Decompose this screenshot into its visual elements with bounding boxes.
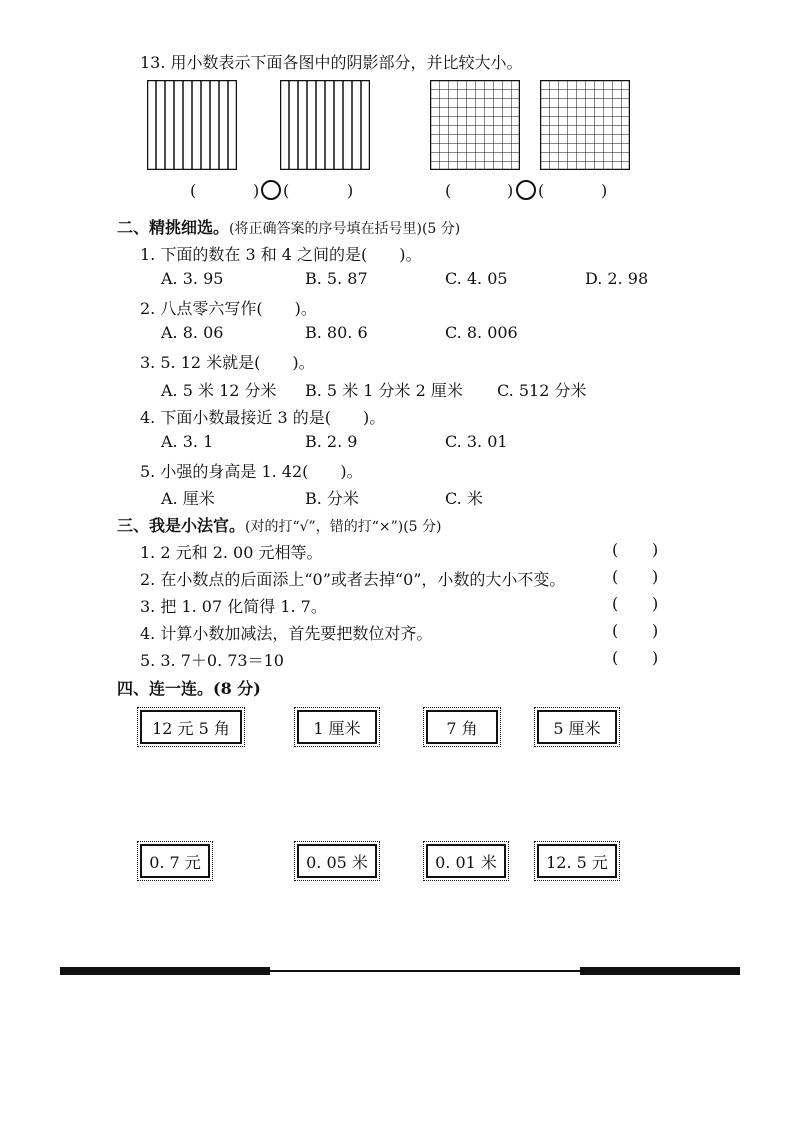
footer-rule-middle	[270, 970, 580, 972]
paren-right: )	[652, 567, 659, 586]
mc-option[interactable]: B. 5. 87	[305, 269, 368, 288]
mc-option[interactable]: A. 8. 06	[161, 323, 224, 342]
compare-circle[interactable]	[261, 180, 281, 200]
mc-question-2: 2. 八点零六写作( )。	[140, 299, 317, 318]
match-card-top[interactable]: 5 厘米	[537, 710, 617, 744]
mc-option[interactable]: B. 80. 6	[305, 323, 368, 342]
match-card-top[interactable]: 12 元 5 角	[140, 710, 242, 744]
section-2-heading	[117, 215, 460, 238]
section-4-heading: 四、连一连。(8 分)	[117, 679, 261, 698]
paren-right: )	[652, 621, 659, 640]
mc-option[interactable]: C. 8. 006	[445, 323, 518, 342]
mc-option[interactable]: C. 512 分米	[497, 381, 587, 400]
answer-paren-right: )	[601, 181, 608, 200]
section-3-title: 三、我是小法官。	[117, 516, 246, 535]
tf-answer-blank[interactable]	[612, 540, 692, 559]
strip-figure-1	[147, 80, 237, 170]
paren-left: (	[612, 621, 619, 640]
mc-option[interactable]: A. 3. 1	[161, 432, 214, 451]
mc-question-3: 3. 5. 12 米就是( )。	[140, 353, 315, 372]
answer-paren-left: (	[190, 181, 197, 200]
section-3-note: (对的打“√”，错的打“×”)(5 分)	[245, 519, 442, 535]
match-card-top[interactable]: 7 角	[426, 710, 498, 744]
paren-right: )	[652, 540, 659, 559]
paren-right: )	[652, 648, 659, 667]
compare-circle[interactable]	[516, 180, 536, 200]
answer-paren-left: (	[538, 181, 545, 200]
grid-figure-4	[540, 80, 630, 170]
mc-option[interactable]: C. 4. 05	[445, 269, 508, 288]
mc-question-1: 1. 下面的数在 3 和 4 之间的是( )。	[140, 245, 422, 264]
mc-question-5: 5. 小强的身高是 1. 42( )。	[140, 462, 363, 481]
paren-left: (	[612, 540, 619, 559]
mc-question-4: 4. 下面小数最接近 3 的是( )。	[140, 408, 386, 427]
answer-paren-left: (	[445, 181, 452, 200]
tf-answer-blank[interactable]	[612, 648, 692, 667]
tf-answer-blank[interactable]	[612, 594, 692, 613]
paren-left: (	[612, 567, 619, 586]
tf-answer-blank[interactable]	[612, 621, 692, 640]
paren-right: )	[652, 594, 659, 613]
tf-statement-5: 5. 3. 7＋0. 73＝10	[140, 651, 284, 670]
mc-option[interactable]: D. 2. 98	[585, 269, 649, 288]
section-2-title: 二、精挑细选。	[117, 218, 230, 237]
footer-rule-right	[580, 967, 740, 975]
strip-figure-2	[280, 80, 370, 170]
tf-statement-3: 3. 把 1. 07 化简得 1. 7。	[140, 597, 327, 616]
match-card-bottom[interactable]: 0. 05 米	[297, 844, 377, 878]
mc-option[interactable]: B. 2. 9	[305, 432, 358, 451]
answer-paren-right: )	[347, 181, 354, 200]
section-3-heading	[117, 513, 442, 536]
match-card-bottom[interactable]: 0. 01 米	[426, 844, 506, 878]
tf-answer-blank[interactable]	[612, 567, 692, 586]
section-2-note: (将正确答案的序号填在括号里)(5 分)	[229, 221, 461, 237]
paren-left: (	[612, 648, 619, 667]
mc-option[interactable]: A. 3. 95	[161, 269, 224, 288]
mc-option[interactable]: C. 3. 01	[445, 432, 508, 451]
match-card-bottom[interactable]: 0. 7 元	[140, 844, 210, 878]
mc-option[interactable]: A. 厘米	[161, 489, 215, 508]
answer-paren-right: )	[253, 181, 260, 200]
tf-statement-4: 4. 计算小数加减法，首先要把数位对齐。	[140, 624, 433, 643]
mc-option[interactable]: C. 米	[445, 489, 483, 508]
match-card-top[interactable]: 1 厘米	[297, 710, 377, 744]
tf-statement-1: 1. 2 元和 2. 00 元相等。	[140, 543, 323, 562]
mc-option[interactable]: B. 5 米 1 分米 2 厘米	[305, 381, 463, 400]
paren-left: (	[612, 594, 619, 613]
mc-option[interactable]: B. 分米	[305, 489, 359, 508]
tf-statement-2: 2. 在小数点的后面添上“0”或者去掉“0”，小数的大小不变。	[140, 570, 566, 589]
question-13-text: 13. 用小数表示下面各图中的阴影部分，并比较大小。	[140, 53, 523, 72]
footer-rule-left	[60, 967, 270, 975]
grid-figure-3	[430, 80, 520, 170]
answer-paren-left: (	[283, 181, 290, 200]
match-card-bottom[interactable]: 12. 5 元	[537, 844, 617, 878]
answer-paren-right: )	[507, 181, 514, 200]
mc-option[interactable]: A. 5 米 12 分米	[161, 381, 277, 400]
